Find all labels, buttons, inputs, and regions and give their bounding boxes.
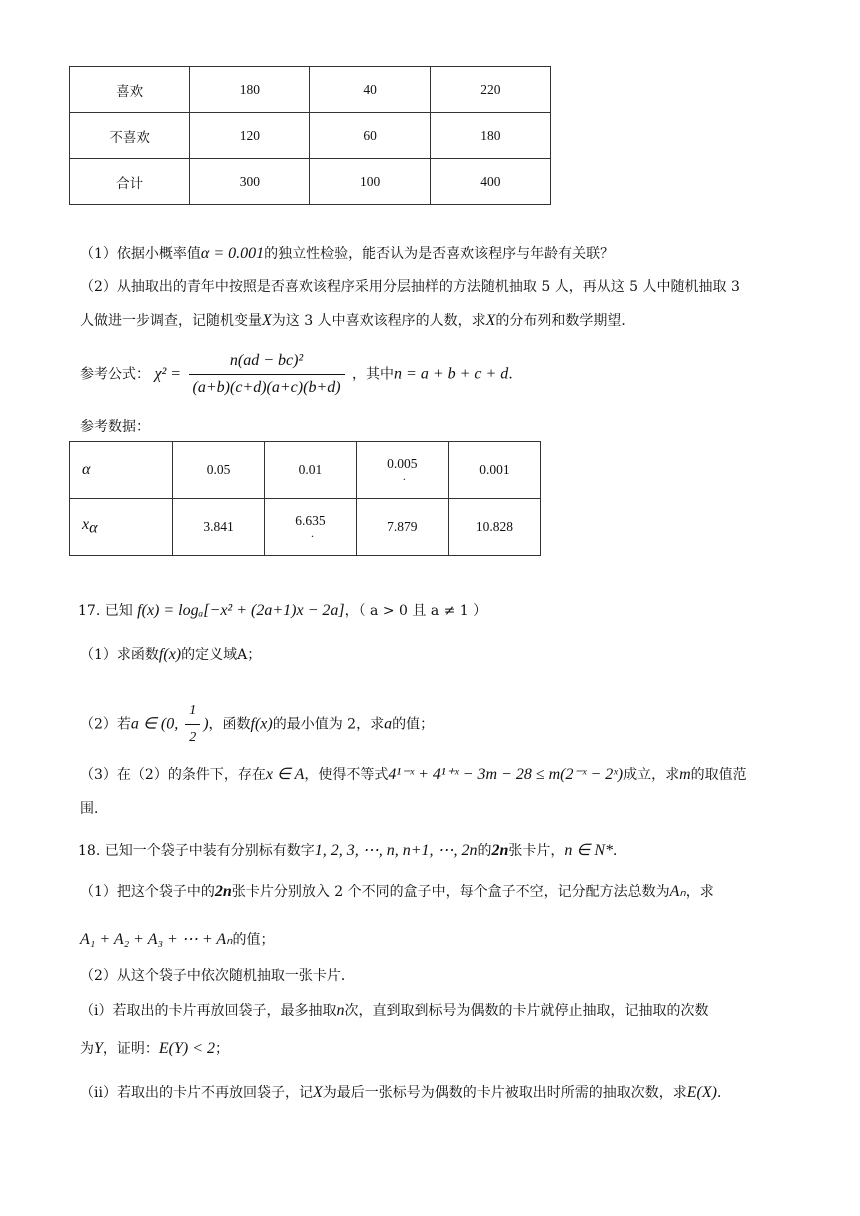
table-row [70,113,551,159]
table-cell: 6.635 · [265,499,357,556]
q17-part3: （3）在（2）的条件下，存在x ∈ A，使得不等式4¹⁻ˣ + 4¹⁺ˣ − 3m − 28 ≤ m(2⁻ˣ − 2ˣ)成立，求m的取值范 [80,766,747,783]
table-cell: 合计 [70,159,190,205]
half-fraction: $\frac{1}{2}$ [185,700,200,749]
q18-part2: （2）从这个袋子中依次随机抽取一张卡片． [80,968,355,984]
table-cell: 3.841 [173,499,265,556]
q17-part3-cont: 围． [80,801,108,817]
table-cell: 40 [310,67,430,113]
table-cell: 120 [190,113,310,159]
table-row [70,159,551,205]
q17-part1: （1）求函数f(x)的定义域A； [80,646,262,663]
table-cell: 喜欢 [70,67,190,113]
table-cell: 0.005 · [356,442,448,499]
table-row [70,67,551,113]
q18-part1-sum: A₁ + A₂ + A₃ + ⋯ + Aₙ的值； [80,931,275,948]
q18-part2ii: （ⅱ）若取出的卡片不再放回袋子，记X为最后一张标号为偶数的卡片被取出时所需的抽取次数，求E(X)． [80,1084,731,1101]
q17-part2: （2）若a ∈ (0, $\frac{1}{2}$ )，函数f(x)的最小值为 2，求a的值； [80,700,434,749]
table-cell: 10.828 [448,499,540,556]
table-cell: 0.001 [448,442,540,499]
x-alpha-header: $x_\alpha$ [70,499,173,556]
reference-table [69,441,541,556]
q16-part2-line1: （2）从抽取出的青年中按照是否喜欢该程序采用分层抽样的方法随机抽取 5 人，再从这 5 人中随机抽取 3 [80,279,740,295]
table-cell: 180 [430,113,550,159]
reference-data-label: 参考数据： [80,419,150,435]
table-row [70,442,541,499]
table-cell: 不喜欢 [70,113,190,159]
q17-stem: 17. 已知 f(x) = logₐ[−x² + (2a+1)x − 2a]，（ a > 0 且 a ≠ 1 ） [78,602,488,619]
q16-part1: （1）依据小概率值α = 0.001的独立性检验，能否认为是否喜欢该程序与年龄有关联？ [80,245,615,262]
table-cell: 0.05 [173,442,265,499]
contingency-table [69,66,551,205]
q16-part2-line2: 人做进一步调查，记随机变量X为这 3 人中喜欢该程序的人数，求X的分布列和数学期望． [80,312,636,329]
q18-part1: （1）把这个袋子中的2n张卡片分别放入 2 个不同的盒子中，每个盒子不空，记分配方法总数为Aₙ，求 [80,883,714,900]
q18-part2i: （ⅰ）若取出的卡片再放回袋子，最多抽取n次，直到取到标号为偶数的卡片就停止抽取，记抽取的次数 [80,1002,709,1019]
q18-stem: 18. 已知一个袋子中装有分别标有数字1, 2, 3, ⋯, n, n+1, ⋯, 2n的2n张卡片，n ∈ N*． [78,842,628,859]
alpha-header: α [70,442,173,499]
table-row [70,499,541,556]
table-cell: 300 [190,159,310,205]
table-cell: 400 [430,159,550,205]
table-cell: 100 [310,159,430,205]
formula-fraction: $\frac{\text{n(ad − bc)²}}{(a+b)(c+d)(a+c)(b+d)}$ [189,350,345,399]
reference-formula: 参考公式： χ² = $\frac{\text{n(ad − bc)²}}{(a+b)(c+d)(a+c)(b+d)}$ ，其中n = a + b + c + d． [80,350,522,399]
table-cell: 7.879 [356,499,448,556]
table-cell: 180 [190,67,310,113]
q18-part2i-cont: 为Y，证明：E(Y) < 2； [80,1040,230,1057]
table-cell: 220 [430,67,550,113]
table-cell: 60 [310,113,430,159]
table-cell: 0.01 [265,442,357,499]
